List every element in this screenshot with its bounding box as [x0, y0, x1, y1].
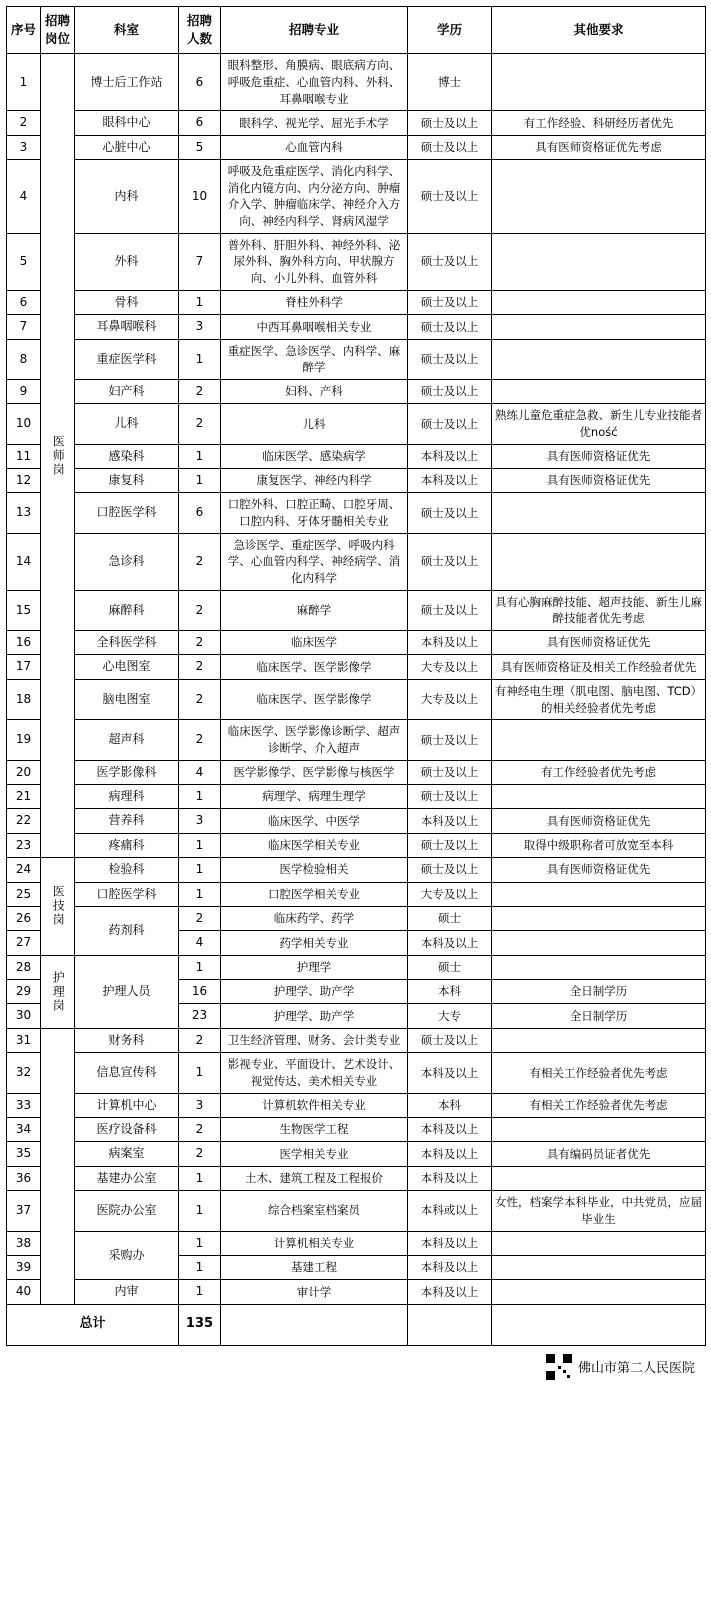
cell-no: 39	[7, 1255, 41, 1279]
cell-education: 本科及以上	[408, 1231, 492, 1255]
cell-major: 口腔外科、口腔正畸、口腔牙周、口腔内科、牙体牙髓相关专业	[221, 493, 408, 533]
cell-count: 1	[179, 955, 221, 979]
cell-no: 21	[7, 784, 41, 808]
table-row	[7, 111, 706, 135]
cell-dept: 重症医学科	[75, 339, 179, 379]
cell-count: 1	[179, 833, 221, 857]
cell-major: 土木、建筑工程及工程报价	[221, 1166, 408, 1190]
cell-major: 心血管内科	[221, 135, 408, 159]
cell-major: 妇科、产科	[221, 379, 408, 403]
cell-count: 1	[179, 1191, 221, 1231]
table-row	[7, 679, 706, 719]
cell-count: 2	[179, 590, 221, 630]
cell-major: 口腔医学相关专业	[221, 882, 408, 906]
table-row	[7, 493, 706, 533]
cell-other: 具有编码员证者优先	[492, 1142, 706, 1166]
table-row	[7, 1142, 706, 1166]
cell-major: 护理学、助产学	[221, 980, 408, 1004]
cell-count: 2	[179, 379, 221, 403]
cell-major: 护理学、助产学	[221, 1004, 408, 1028]
cell-education: 本科	[408, 1093, 492, 1117]
cell-count: 1	[179, 1231, 221, 1255]
cell-post-group	[41, 1028, 75, 1304]
table-row	[7, 469, 706, 493]
cell-no: 25	[7, 882, 41, 906]
total-education	[408, 1304, 492, 1345]
cell-dept: 全科医学科	[75, 631, 179, 655]
cell-education: 本科及以上	[408, 631, 492, 655]
cell-dept: 妇产科	[75, 379, 179, 403]
cell-education: 硕士及以上	[408, 833, 492, 857]
cell-other	[492, 955, 706, 979]
cell-count: 2	[179, 533, 221, 590]
cell-other: 具有医师资格证优先	[492, 631, 706, 655]
cell-no: 2	[7, 111, 41, 135]
cell-dept: 心电图室	[75, 655, 179, 679]
table-row	[7, 655, 706, 679]
table-row	[7, 1191, 706, 1231]
table-row	[7, 404, 706, 444]
table-row	[7, 339, 706, 379]
table-row	[7, 160, 706, 234]
cell-no: 27	[7, 931, 41, 955]
cell-count: 16	[179, 980, 221, 1004]
cell-dept: 医疗设备科	[75, 1117, 179, 1141]
cell-education: 博士	[408, 54, 492, 111]
cell-education: 本科及以上	[408, 1255, 492, 1279]
table-row	[7, 833, 706, 857]
cell-major: 脊柱外科学	[221, 290, 408, 314]
cell-other: 具有医师资格证优先	[492, 858, 706, 882]
table-row	[7, 379, 706, 403]
cell-education: 硕士	[408, 955, 492, 979]
table-row	[7, 631, 706, 655]
cell-education: 硕士及以上	[408, 160, 492, 234]
cell-other	[492, 906, 706, 930]
cell-dept: 营养科	[75, 809, 179, 833]
cell-education: 大专及以上	[408, 655, 492, 679]
table-row	[7, 760, 706, 784]
cell-education: 硕士及以上	[408, 858, 492, 882]
cell-education: 本科及以上	[408, 469, 492, 493]
header-count: 招聘人数	[179, 7, 221, 54]
cell-other	[492, 339, 706, 379]
cell-post-group: 医技岗	[41, 858, 75, 956]
cell-major: 眼科学、视光学、屈光手术学	[221, 111, 408, 135]
cell-education: 本科及以上	[408, 1166, 492, 1190]
cell-education: 硕士及以上	[408, 533, 492, 590]
cell-no: 8	[7, 339, 41, 379]
table-row	[7, 720, 706, 760]
cell-major: 临床药学、药学	[221, 906, 408, 930]
cell-dept: 口腔医学科	[75, 882, 179, 906]
cell-other	[492, 720, 706, 760]
cell-education: 本科及以上	[408, 931, 492, 955]
cell-major: 中西耳鼻咽喉相关专业	[221, 315, 408, 339]
cell-count: 2	[179, 679, 221, 719]
cell-dept: 耳鼻咽喉科	[75, 315, 179, 339]
cell-dept: 采购办	[75, 1231, 179, 1280]
cell-other	[492, 233, 706, 290]
cell-education: 本科及以上	[408, 1053, 492, 1093]
cell-no: 15	[7, 590, 41, 630]
cell-major: 普外科、肝胆外科、神经外科、泌尿外科、胸外科方向、甲状腺方向、小儿外科、血管外科	[221, 233, 408, 290]
cell-major: 临床医学	[221, 631, 408, 655]
cell-dept: 检验科	[75, 858, 179, 882]
cell-count: 23	[179, 1004, 221, 1028]
cell-count: 2	[179, 631, 221, 655]
table-row	[7, 1053, 706, 1093]
cell-major: 临床医学、医学影像诊断学、超声诊断学、介入超声	[221, 720, 408, 760]
table-row	[7, 444, 706, 468]
cell-no: 14	[7, 533, 41, 590]
cell-education: 硕士及以上	[408, 1028, 492, 1052]
cell-dept: 信息宣传科	[75, 1053, 179, 1093]
cell-no: 23	[7, 833, 41, 857]
cell-education: 硕士	[408, 906, 492, 930]
cell-count: 6	[179, 111, 221, 135]
table-row	[7, 590, 706, 630]
cell-other	[492, 54, 706, 111]
cell-dept: 脑电图室	[75, 679, 179, 719]
cell-no: 3	[7, 135, 41, 159]
cell-other: 全日制学历	[492, 980, 706, 1004]
cell-major: 基建工程	[221, 1255, 408, 1279]
cell-education: 硕士及以上	[408, 111, 492, 135]
cell-major: 临床医学、医学影像学	[221, 679, 408, 719]
cell-count: 1	[179, 882, 221, 906]
cell-no: 38	[7, 1231, 41, 1255]
cell-major: 康复医学、神经内科学	[221, 469, 408, 493]
cell-other: 有工作经验、科研经历者优先	[492, 111, 706, 135]
cell-no: 24	[7, 858, 41, 882]
cell-no: 18	[7, 679, 41, 719]
cell-major: 重症医学、急诊医学、内科学、麻醉学	[221, 339, 408, 379]
cell-dept: 麻醉科	[75, 590, 179, 630]
cell-major: 护理学	[221, 955, 408, 979]
cell-no: 20	[7, 760, 41, 784]
cell-education: 硕士及以上	[408, 493, 492, 533]
cell-major: 医学相关专业	[221, 1142, 408, 1166]
cell-major: 计算机软件相关专业	[221, 1093, 408, 1117]
header-row	[7, 7, 706, 54]
cell-count: 2	[179, 655, 221, 679]
header-dept: 科室	[75, 7, 179, 54]
table-row	[7, 1117, 706, 1141]
cell-education: 硕士及以上	[408, 233, 492, 290]
cell-dept: 药剂科	[75, 906, 179, 955]
cell-education: 本科及以上	[408, 444, 492, 468]
cell-no: 35	[7, 1142, 41, 1166]
cell-major: 临床医学、医学影像学	[221, 655, 408, 679]
cell-education: 大专及以上	[408, 882, 492, 906]
cell-count: 1	[179, 1255, 221, 1279]
cell-no: 10	[7, 404, 41, 444]
cell-other	[492, 1255, 706, 1279]
cell-count: 1	[179, 1280, 221, 1304]
cell-dept: 口腔医学科	[75, 493, 179, 533]
cell-post-group: 护理岗	[41, 955, 75, 1028]
cell-dept: 急诊科	[75, 533, 179, 590]
cell-other: 具有医师资格证优先	[492, 809, 706, 833]
table-row	[7, 1028, 706, 1052]
cell-dept: 病理科	[75, 784, 179, 808]
cell-dept: 财务科	[75, 1028, 179, 1052]
cell-count: 1	[179, 858, 221, 882]
cell-major: 临床医学、感染病学	[221, 444, 408, 468]
table-row	[7, 784, 706, 808]
total-other	[492, 1304, 706, 1345]
table-row	[7, 809, 706, 833]
cell-no: 36	[7, 1166, 41, 1190]
table-row	[7, 1166, 706, 1190]
table-row	[7, 882, 706, 906]
cell-other	[492, 533, 706, 590]
cell-no: 34	[7, 1117, 41, 1141]
cell-no: 17	[7, 655, 41, 679]
cell-dept: 心脏中心	[75, 135, 179, 159]
cell-no: 12	[7, 469, 41, 493]
cell-other: 具有医师资格证优先考虑	[492, 135, 706, 159]
qr-code-icon	[546, 1354, 572, 1380]
cell-count: 4	[179, 760, 221, 784]
cell-count: 6	[179, 54, 221, 111]
cell-other	[492, 160, 706, 234]
cell-count: 3	[179, 315, 221, 339]
cell-count: 2	[179, 1028, 221, 1052]
header-education: 学历	[408, 7, 492, 54]
cell-major: 卫生经济管理、财务、会计类专业	[221, 1028, 408, 1052]
cell-major: 影视专业、平面设计、艺术设计、视觉传达、美术相关专业	[221, 1053, 408, 1093]
cell-other: 具有医师资格证优先	[492, 444, 706, 468]
cell-other	[492, 931, 706, 955]
cell-no: 19	[7, 720, 41, 760]
cell-education: 大专	[408, 1004, 492, 1028]
cell-count: 2	[179, 720, 221, 760]
cell-other: 取得中级职称者可放宽至本科	[492, 833, 706, 857]
cell-count: 2	[179, 906, 221, 930]
cell-dept: 超声科	[75, 720, 179, 760]
cell-education: 硕士及以上	[408, 290, 492, 314]
cell-count: 2	[179, 1142, 221, 1166]
footer-account	[6, 1346, 705, 1386]
cell-education: 本科及以上	[408, 809, 492, 833]
cell-dept: 病案室	[75, 1142, 179, 1166]
cell-major: 病理学、病理生理学	[221, 784, 408, 808]
cell-no: 9	[7, 379, 41, 403]
cell-other: 有相关工作经验者优先考虑	[492, 1053, 706, 1093]
cell-no: 30	[7, 1004, 41, 1028]
cell-count: 4	[179, 931, 221, 955]
cell-education: 本科及以上	[408, 1280, 492, 1304]
cell-no: 1	[7, 54, 41, 111]
cell-no: 7	[7, 315, 41, 339]
table-row	[7, 858, 706, 882]
cell-other: 具有医师资格证优先	[492, 469, 706, 493]
cell-no: 5	[7, 233, 41, 290]
cell-dept: 眼科中心	[75, 111, 179, 135]
cell-education: 硕士及以上	[408, 720, 492, 760]
cell-count: 1	[179, 339, 221, 379]
cell-dept: 博士后工作站	[75, 54, 179, 111]
cell-no: 22	[7, 809, 41, 833]
total-label: 总计	[7, 1304, 179, 1345]
cell-dept: 基建办公室	[75, 1166, 179, 1190]
cell-major: 儿科	[221, 404, 408, 444]
cell-no: 37	[7, 1191, 41, 1231]
cell-other	[492, 882, 706, 906]
cell-other	[492, 1280, 706, 1304]
cell-other	[492, 1028, 706, 1052]
cell-major: 医学检验相关	[221, 858, 408, 882]
cell-dept: 护理人员	[75, 955, 179, 1028]
cell-other: 有神经电生理（肌电图、脑电图、TCD）的相关经验者优先考虑	[492, 679, 706, 719]
cell-other: 熟练儿童危重症急救、新生儿专业技能者优ność	[492, 404, 706, 444]
cell-other	[492, 379, 706, 403]
cell-no: 28	[7, 955, 41, 979]
cell-other: 女性，档案学本科毕业，中共党员，应届毕业生	[492, 1191, 706, 1231]
cell-major: 急诊医学、重症医学、呼吸内科学、心血管内科学、神经病学、消化内科学	[221, 533, 408, 590]
header-no: 序号	[7, 7, 41, 54]
table-head	[7, 7, 706, 54]
account-name: 佛山市第二人民医院	[577, 1361, 695, 1377]
cell-count: 10	[179, 160, 221, 234]
cell-major: 计算机相关专业	[221, 1231, 408, 1255]
cell-dept: 内审	[75, 1280, 179, 1304]
cell-education: 本科及以上	[408, 1117, 492, 1141]
cell-count: 7	[179, 233, 221, 290]
cell-no: 13	[7, 493, 41, 533]
total-count: 135	[179, 1304, 221, 1345]
cell-no: 31	[7, 1028, 41, 1052]
cell-major: 药学相关专业	[221, 931, 408, 955]
cell-no: 4	[7, 160, 41, 234]
cell-count: 1	[179, 1166, 221, 1190]
table-row	[7, 1280, 706, 1304]
cell-other: 具有医师资格证及相关工作经验者优先	[492, 655, 706, 679]
cell-education: 本科	[408, 980, 492, 1004]
header-other: 其他要求	[492, 7, 706, 54]
recruitment-table	[6, 6, 706, 1346]
cell-no: 6	[7, 290, 41, 314]
cell-major: 生物医学工程	[221, 1117, 408, 1141]
table-row	[7, 1093, 706, 1117]
cell-count: 5	[179, 135, 221, 159]
cell-dept: 儿科	[75, 404, 179, 444]
cell-major: 临床医学相关专业	[221, 833, 408, 857]
cell-other: 具有心胸麻醉技能、超声技能、新生儿麻醉技能者优先考虑	[492, 590, 706, 630]
cell-education: 硕士及以上	[408, 784, 492, 808]
cell-education: 硕士及以上	[408, 135, 492, 159]
table-row	[7, 135, 706, 159]
cell-other: 全日制学历	[492, 1004, 706, 1028]
cell-dept: 康复科	[75, 469, 179, 493]
cell-no: 33	[7, 1093, 41, 1117]
table-row	[7, 290, 706, 314]
table-row	[7, 233, 706, 290]
table-row	[7, 533, 706, 590]
table-row	[7, 906, 706, 930]
cell-count: 1	[179, 444, 221, 468]
cell-education: 本科或以上	[408, 1191, 492, 1231]
cell-dept: 感染科	[75, 444, 179, 468]
table-row	[7, 54, 706, 111]
cell-count: 1	[179, 290, 221, 314]
total-major	[221, 1304, 408, 1345]
table-row	[7, 955, 706, 979]
cell-no: 32	[7, 1053, 41, 1093]
cell-other	[492, 493, 706, 533]
cell-other	[492, 290, 706, 314]
cell-dept: 计算机中心	[75, 1093, 179, 1117]
cell-dept: 骨科	[75, 290, 179, 314]
cell-dept: 医学影像科	[75, 760, 179, 784]
cell-count: 1	[179, 1053, 221, 1093]
cell-count: 1	[179, 784, 221, 808]
cell-other	[492, 1231, 706, 1255]
cell-no: 11	[7, 444, 41, 468]
cell-education: 硕士及以上	[408, 379, 492, 403]
cell-education: 硕士及以上	[408, 404, 492, 444]
cell-post-group: 医师岗	[41, 54, 75, 858]
cell-education: 硕士及以上	[408, 760, 492, 784]
cell-no: 40	[7, 1280, 41, 1304]
cell-major: 医学影像学、医学影像与核医学	[221, 760, 408, 784]
cell-dept: 外科	[75, 233, 179, 290]
cell-major: 麻醉学	[221, 590, 408, 630]
table-row	[7, 1231, 706, 1255]
cell-major: 综合档案室档案员	[221, 1191, 408, 1231]
header-post: 招聘岗位	[41, 7, 75, 54]
cell-no: 26	[7, 906, 41, 930]
cell-other	[492, 315, 706, 339]
cell-other	[492, 1117, 706, 1141]
cell-education: 硕士及以上	[408, 315, 492, 339]
cell-count: 1	[179, 469, 221, 493]
cell-dept: 医院办公室	[75, 1191, 179, 1231]
cell-major: 呼吸及危重症医学、消化内科学、消化内镜方向、内分泌方向、肿瘤介入学、肿瘤临床学、神经介入方向、神经内科学、肾病风湿学	[221, 160, 408, 234]
cell-count: 6	[179, 493, 221, 533]
cell-other	[492, 784, 706, 808]
cell-other	[492, 1166, 706, 1190]
cell-no: 29	[7, 980, 41, 1004]
cell-major: 审计学	[221, 1280, 408, 1304]
cell-education: 大专及以上	[408, 679, 492, 719]
cell-count: 2	[179, 1117, 221, 1141]
cell-count: 3	[179, 1093, 221, 1117]
header-major: 招聘专业	[221, 7, 408, 54]
cell-education: 硕士及以上	[408, 339, 492, 379]
cell-no: 16	[7, 631, 41, 655]
cell-count: 3	[179, 809, 221, 833]
cell-education: 本科及以上	[408, 1142, 492, 1166]
cell-major: 临床医学、中医学	[221, 809, 408, 833]
cell-other: 有相关工作经验者优先考虑	[492, 1093, 706, 1117]
total-row	[7, 1304, 706, 1345]
cell-dept: 疼痛科	[75, 833, 179, 857]
table-row	[7, 315, 706, 339]
cell-dept: 内科	[75, 160, 179, 234]
cell-education: 硕士及以上	[408, 590, 492, 630]
cell-major: 眼科整形、角膜病、眼底病方向、呼吸危重症、心血管内科、外科、耳鼻咽喉专业	[221, 54, 408, 111]
table-body	[7, 54, 706, 1345]
cell-other: 有工作经验者优先考虑	[492, 760, 706, 784]
cell-count: 2	[179, 404, 221, 444]
